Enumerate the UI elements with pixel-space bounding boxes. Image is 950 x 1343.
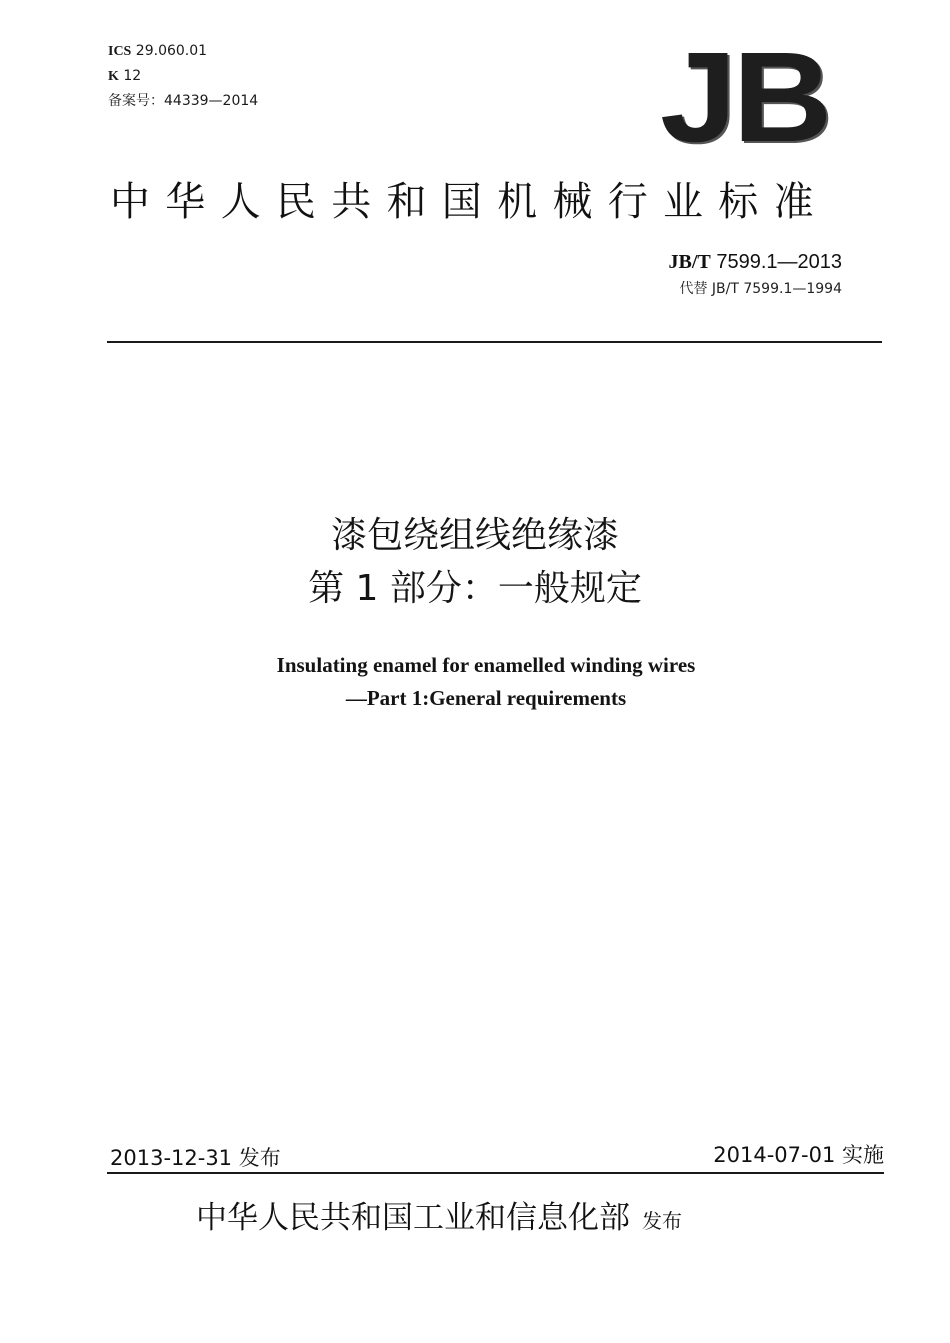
classification-label: K [108,69,119,84]
record-value: 44339—2014 [164,93,259,109]
ics-code [108,42,207,61]
ics-value: 29.060.01 [131,43,208,59]
standard-title: 中华人民共和国机械行业标准 [110,179,829,225]
replaces-standard: 代替 JB/T 7599.1—1994 [679,281,842,297]
document-title-en-line1: Insulating enamel for enamelled winding wires [276,653,696,677]
classification-value: 12 [118,68,142,84]
standard-number [669,250,842,274]
standard-number-value: 7599.1—2013 [710,251,842,273]
issuer [196,1196,682,1243]
issuer-suffix: 发布 [642,1209,682,1233]
record-number [108,92,258,110]
bottom-divider [107,1172,884,1174]
issuer-name: 中华人民共和国工业和信息化部 [196,1200,630,1236]
top-divider [107,341,882,343]
implementation-date: 2014-07-01 实施 [713,1143,884,1167]
jb-logo: JB [660,26,829,169]
issue-date: 2013-12-31 发布 [110,1146,281,1170]
document-title-cn-line2: 第 1 部分：一般规定 [308,568,642,609]
document-title-cn-line1: 漆包绕组线绝缘漆 [330,515,619,556]
ics-label: ICS [108,44,132,59]
standard-number-prefix: JB/T [668,251,711,273]
classification-code [108,67,141,86]
record-label: 备案号： [108,93,164,109]
document-title-en-line2: —Part 1:General requirements [345,686,627,710]
